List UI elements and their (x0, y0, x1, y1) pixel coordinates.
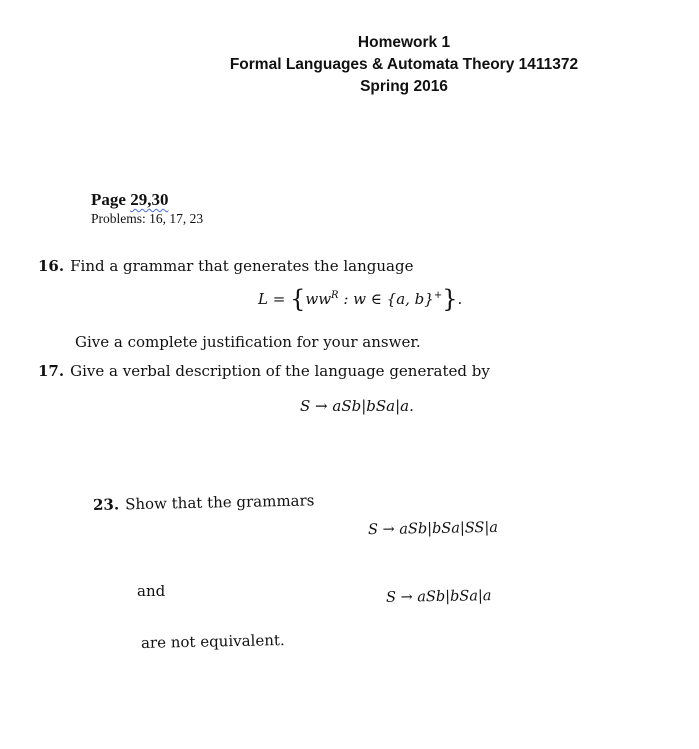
problem-23-text: Show that the grammars (124, 491, 315, 514)
problem-16-statement (38, 257, 413, 275)
formula-body: ww (305, 290, 332, 308)
problem-23-statement (93, 491, 315, 514)
formula-sup-plus: + (433, 290, 443, 301)
problem-16-formula (258, 285, 462, 313)
problem-16-text: Find a grammar that generates the language (70, 257, 414, 275)
problem-23-conclusion: are not equivalent. (140, 630, 285, 652)
semester: Spring 2016 (360, 78, 448, 95)
problem-17-number: 17. (38, 362, 65, 380)
problem-23-grammar-2: S → aSb|bSa|a (385, 588, 492, 606)
homework-title: Homework 1 (357, 34, 451, 51)
formula-sup-r: R (331, 290, 339, 301)
problem-17-text: Give a verbal description of the language generated by (70, 362, 490, 380)
course-title: Formal Languages & Automata Theory 1411372 (229, 56, 579, 73)
problem-17-statement (38, 362, 490, 380)
formula-lhs: L = (258, 290, 291, 308)
formula-condition: : w ∈ {a, b} (338, 290, 434, 308)
problem-23-grammar-1: S → aSb|bSa|SS|a (367, 519, 499, 539)
page-numbers: 29,30 (130, 190, 169, 209)
problem-16-justification: Give a complete justification for your answer. (75, 333, 421, 351)
page-reference (91, 190, 168, 210)
page-prefix: Page (91, 190, 131, 209)
right-brace-icon: } (442, 285, 458, 313)
problem-16-number: 16. (38, 257, 65, 275)
homework-header (0, 32, 699, 98)
formula-end: . (457, 290, 463, 308)
problems-list: Problems: 16, 17, 23 (91, 211, 204, 226)
problem-23-and: and (137, 582, 166, 600)
left-brace-icon: { (290, 285, 306, 313)
problem-23-number: 23. (92, 495, 120, 514)
problem-17-grammar: S → aSb|bSa|a. (300, 397, 414, 415)
